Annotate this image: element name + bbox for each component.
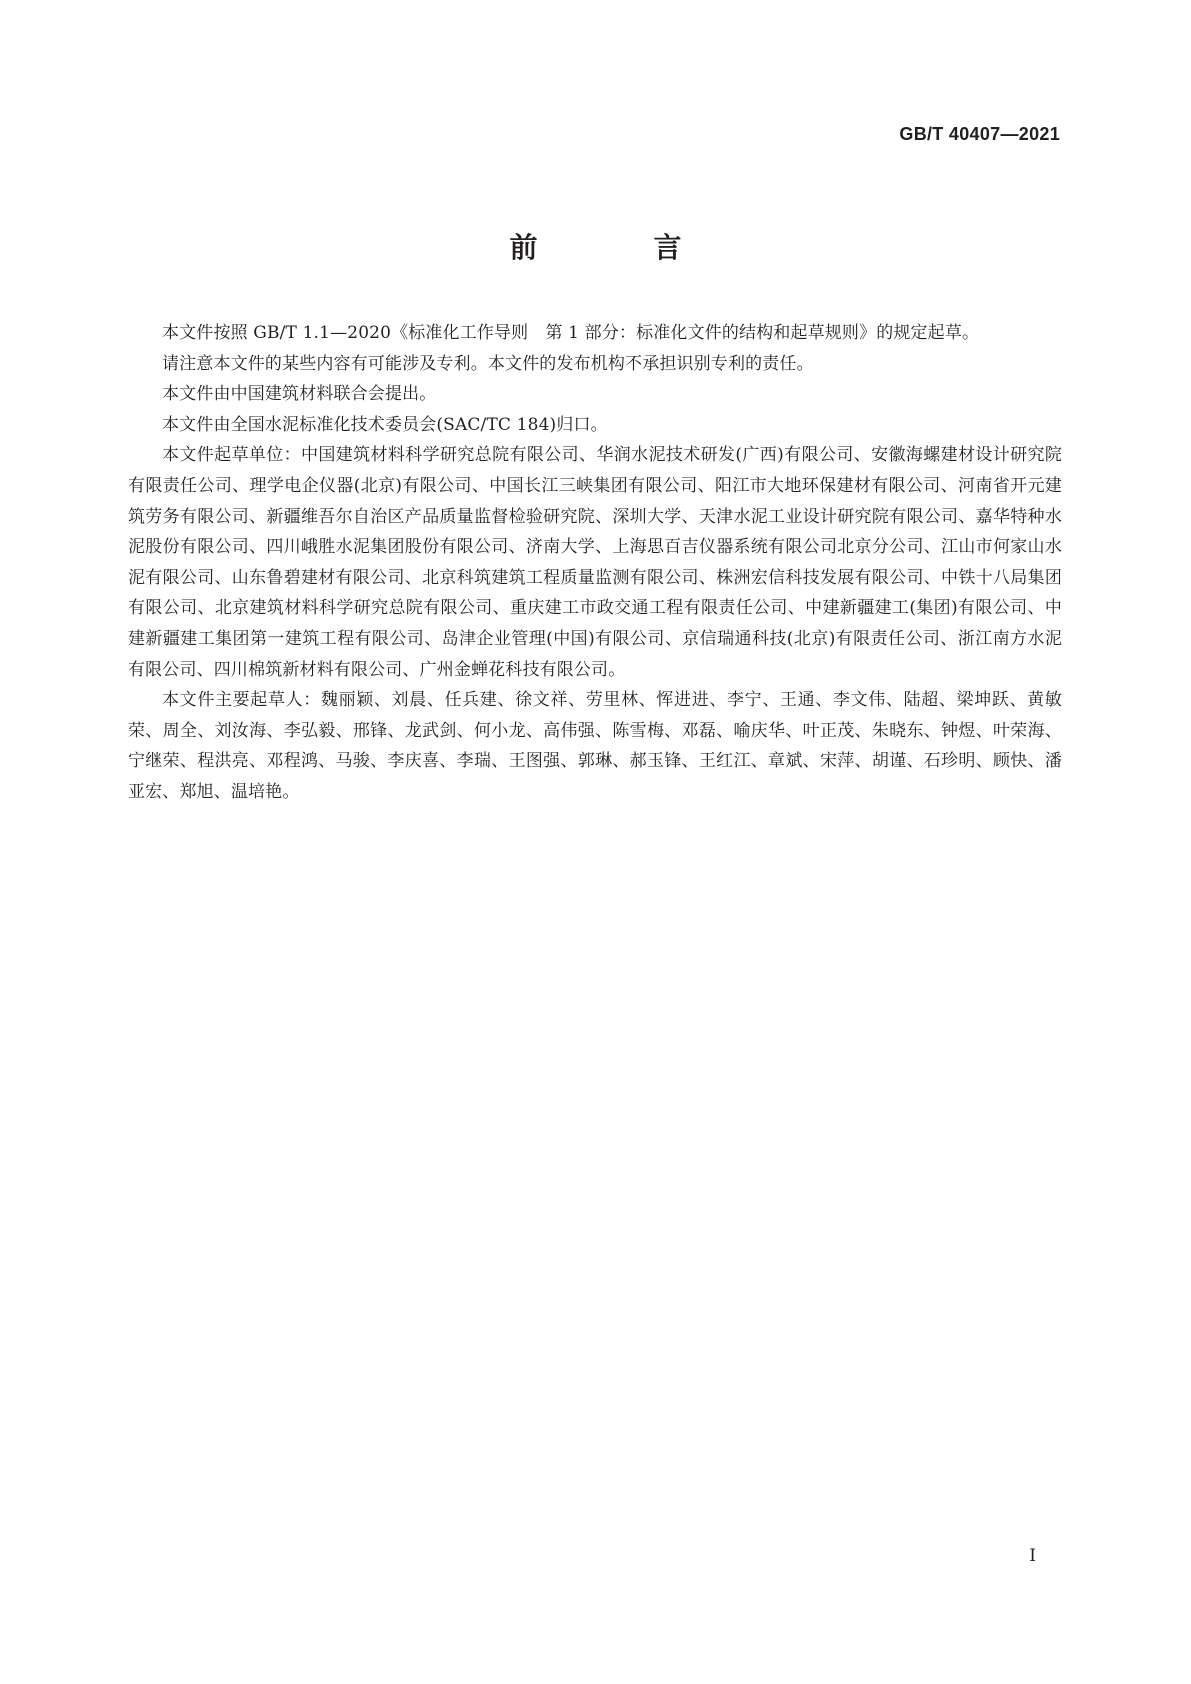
paragraph-drafting-organizations: 本文件起草单位：中国建筑材料科学研究总院有限公司、华润水泥技术研发(广西)有限公司、安徽海螺建材设计研究院有限责任公司、理学电企仪器(北京)有限公司、中国长江三峡集团有限公司、阳江市大地环保建材有限公司、河南省开元建筑劳务有限公司、新疆维吾尔自治区产品质量监督检验研究院、深圳大学、天津水泥工业设计研究院有限公司、嘉华特种水泥股份有限公司、四川峨胜水泥集团股份有限公司、济南大学、上海思百吉仪器系统有限公司北京分公司、江山市何家山水泥有限公司、山东鲁碧建材有限公司、北京科筑建筑工程质量监测有限公司、株洲宏信科技发展有限公司、中铁十八局集团有限公司、北京建筑材料科学研究总院有限公司、重庆建工市政交通工程有限责任公司、中建新疆建工(集团)有限公司、中建新疆建工集团第一建筑工程有限公司、岛津企业管理(中国)有限公司、京信瑞通科技(北京)有限责任公司、浙江南方水泥有限公司、四川棉筑新材料有限公司、广州金蝉花科技有限公司。	[128, 445, 1062, 680]
paragraph-patent-notice: 请注意本文件的某些内容有可能涉及专利。本文件的发布机构不承担识别专利的责任。	[162, 353, 814, 374]
paragraph-main-drafters: 本文件主要起草人：魏丽颖、刘晨、任兵建、徐文祥、劳里林、恽进进、李宁、王通、李文伟、陆超、梁坤跃、黄敏荣、周全、刘汝海、李弘毅、邢锋、龙武剑、何小龙、高伟强、陈雪梅、邓磊、喻庆华、叶正茂、朱晓东、钟煜、叶荣海、宁继荣、程洪亮、邓程鸿、马骏、李庆喜、李瑞、王图强、郭琳、郝玉锋、王红江、章斌、宋萍、胡谨、石珍明、顾快、潘亚宏、郑旭、温培艳。	[128, 690, 1062, 802]
paragraph-proposed-by: 本文件由中国建筑材料联合会提出。	[162, 384, 437, 405]
paragraph-under-jurisdiction: 本文件由全国水泥标准化技术委员会(SAC/TC 184)归口。	[162, 414, 608, 435]
paragraph-drafting-rules: 本文件按照 GB/T 1.1—2020《标准化工作导则 第 1 部分：标准化文件的结构和起草规则》的规定起草。	[162, 323, 980, 343]
page-number: I	[1029, 1546, 1036, 1566]
foreword-body	[128, 318, 1062, 808]
page-title: 前 言	[509, 231, 726, 264]
standard-code: GB/T 40407—2021	[899, 124, 1060, 144]
